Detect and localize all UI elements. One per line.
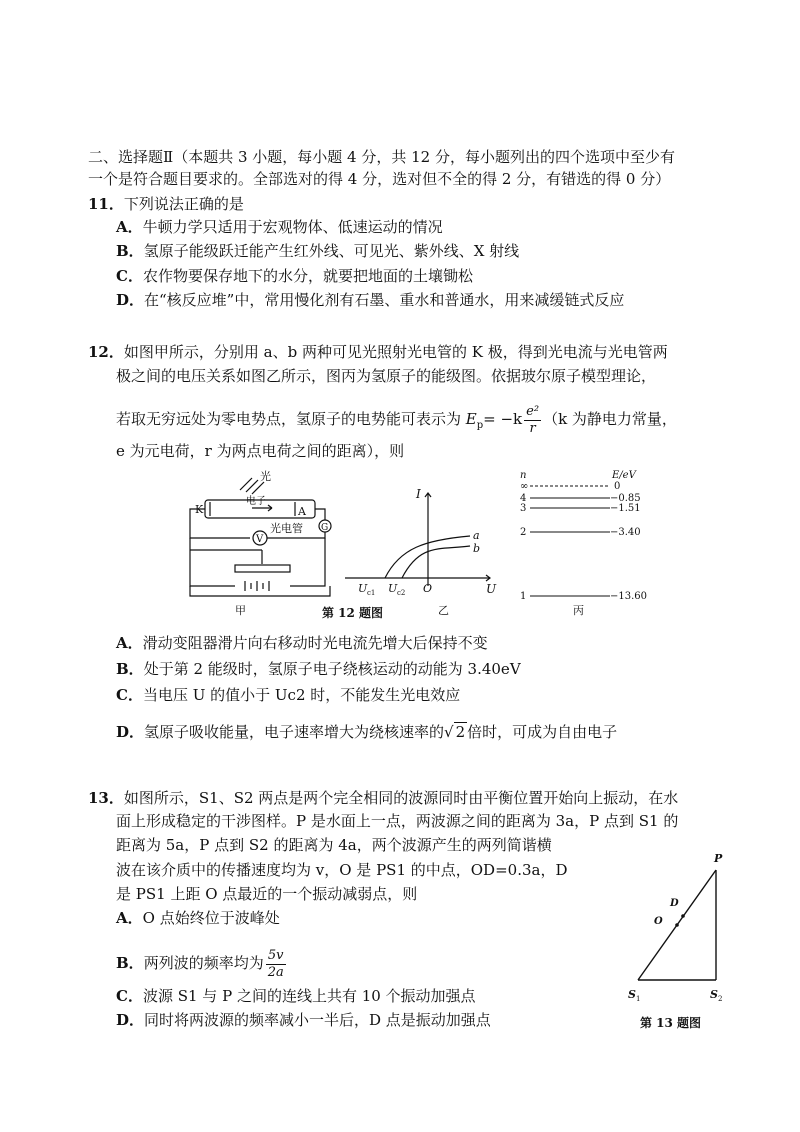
svg-text:0: 0 — [614, 481, 621, 492]
q13-option-d[interactable]: D．同时将两波源的频率减小一半后，D 点是振动加强点 — [116, 1011, 491, 1029]
q13-option-a[interactable]: A．O 点始终位于波峰处 — [116, 909, 280, 927]
q12-option-b[interactable]: B．处于第 2 能级时，氢原子电子绕核运动的动能为 3.40eV — [116, 660, 521, 678]
svg-text:E/eV: E/eV — [612, 470, 636, 481]
svg-text:−3.40: −3.40 — [610, 527, 641, 538]
electron-label: 电子 — [246, 496, 266, 507]
section-title-line2: 一个是符合题目要求的。全部选对的得 4 分，选对但不全的得 2 分，有错选的得 0 分） — [88, 170, 671, 188]
q11-option-a[interactable]: A．牛顿力学只适用于宏观物体、低速运动的情况 — [116, 218, 443, 236]
svg-text:S: S — [710, 988, 718, 1001]
svg-text:U: U — [358, 582, 368, 595]
q13-option-b[interactable]: B．两列波的频率均为 $\frac{5v}{2a}$ — [116, 947, 284, 980]
svg-text:∞: ∞ — [520, 481, 529, 492]
k-label: K — [195, 503, 204, 516]
svg-text:−0.85: −0.85 — [610, 493, 641, 504]
fig12-energy-levels — [530, 486, 610, 596]
q12-number: 12． — [88, 343, 124, 361]
q12-line2: 极之间的电压关系如图乙所示，图丙为氢原子的能级图。依据玻尔原子模型理论， — [116, 367, 657, 385]
g-label: G — [321, 523, 329, 533]
q12-line3: 若取无穷远处为零电势点，氢原子的电势能可表示为 $E_p= -k$ $\frac{\text{e²}}{r}$ （k 为静电力常量， — [116, 403, 677, 436]
a-label: A — [298, 505, 306, 518]
section-title-line1: 二、选择题Ⅱ（本题共 3 小题，每小题 4 分，共 12 分，每小题列出的四个选项中至少有 — [88, 148, 675, 166]
svg-text:D: D — [670, 898, 679, 909]
q11-stem: 下列说法正确的是 — [123, 195, 244, 213]
svg-text:O: O — [423, 582, 433, 595]
q13-line1: 13．如图所示，S1、S2 两点是两个完全相同的波源同时由平衡位置开始向上振动，在水 — [88, 789, 679, 807]
q13-line5: 是 PS1 上距 O 点最近的一个振动减弱点，则 — [116, 885, 418, 903]
svg-text:O: O — [654, 916, 663, 927]
svg-text:c1: c1 — [367, 589, 376, 597]
q12-line1: 12．如图甲所示，分别用 a、b 两种可见光照射光电管的 K 极，得到光电流与光电管两 — [88, 343, 668, 361]
q13-line4: 波在该介质中的传播速度均为 v，O 是 PS1 的中点，OD=0.3a，D — [116, 861, 568, 879]
q11-option-d[interactable]: D．在“核反应堆”中，常用慢化剂有石墨、重水和普通水，用来减缓链式反应 — [116, 291, 625, 309]
svg-text:b: b — [473, 542, 481, 555]
q13-line2: 面上形成稳定的干涉图样。P 是水面上一点，两波源之间的距离为 3a，P 点到 S1 的 — [116, 812, 679, 830]
svg-text:2: 2 — [520, 527, 527, 538]
q11-option-b[interactable]: B．氢原子能级跃迁能产生红外线、可见光、紫外线、X 射线 — [116, 242, 520, 260]
fig-bing-label: 丙 — [573, 604, 584, 617]
q11-number: 11． — [88, 195, 124, 213]
light-label: 光 — [260, 470, 271, 483]
curve-b — [402, 546, 470, 578]
q13-option-c[interactable]: C．波源 S1 与 P 之间的连线上共有 10 个振动加强点 — [116, 987, 476, 1005]
svg-text:n: n — [520, 470, 527, 481]
fig13-caption: 第 13 题图 — [640, 1016, 702, 1030]
svg-text:−13.60: −13.60 — [610, 591, 648, 602]
q11-option-c[interactable]: C．农作物要保存地下的水分，就要把地面的土壤锄松 — [116, 267, 473, 285]
svg-text:I: I — [416, 487, 421, 501]
svg-text:U: U — [388, 582, 398, 595]
v-label: V — [256, 534, 264, 545]
point-d — [681, 914, 685, 918]
rheostat — [235, 565, 290, 572]
svg-text:P: P — [714, 852, 723, 865]
tube-label: 光电管 — [270, 522, 303, 535]
svg-text:4: 4 — [520, 493, 527, 504]
formula-ep: E — [465, 410, 477, 428]
fig12 — [180, 468, 648, 618]
fig12-iu-graph — [345, 493, 490, 586]
q13-number: 13． — [88, 789, 124, 807]
q13-line3: 距离为 5a，P 点到 S2 的距离为 4a，两个波源产生的两列简谐横 — [116, 836, 552, 854]
q12-line4: e 为元电荷，r 为两点电荷之间的距离），则 — [116, 442, 405, 460]
fig12-caption: 第 12 题图 — [322, 606, 384, 620]
svg-text:1: 1 — [636, 995, 641, 1003]
q12-option-d[interactable]: D．氢原子吸收能量，电子速率增大为绕核速率的√ 2 倍时，可成为自由电子 — [116, 723, 618, 741]
svg-text:1: 1 — [520, 591, 527, 602]
fig-jia-label: 甲 — [235, 604, 246, 617]
q11-stem-line — [88, 193, 244, 215]
formula-fraction: $\frac{\text{e²}}{r}$ — [526, 403, 540, 436]
svg-text:3: 3 — [520, 503, 527, 514]
q12-option-c[interactable]: C．当电压 U 的值小于 Uc2 时，不能发生光电效应 — [116, 686, 461, 704]
sqrt-value: 2 — [455, 723, 466, 741]
fig13 — [620, 848, 740, 1008]
q12-option-a[interactable]: A．滑动变阻器滑片向右移动时光电流先增大后保持不变 — [116, 634, 488, 652]
svg-text:2: 2 — [718, 995, 723, 1003]
fig-yi-label: 乙 — [438, 604, 449, 617]
svg-text:a: a — [473, 529, 480, 542]
point-o — [675, 923, 679, 927]
svg-text:−1.51: −1.51 — [610, 503, 641, 514]
svg-text:S: S — [628, 988, 636, 1001]
svg-text:c2: c2 — [397, 589, 406, 597]
svg-text:U: U — [486, 582, 497, 596]
